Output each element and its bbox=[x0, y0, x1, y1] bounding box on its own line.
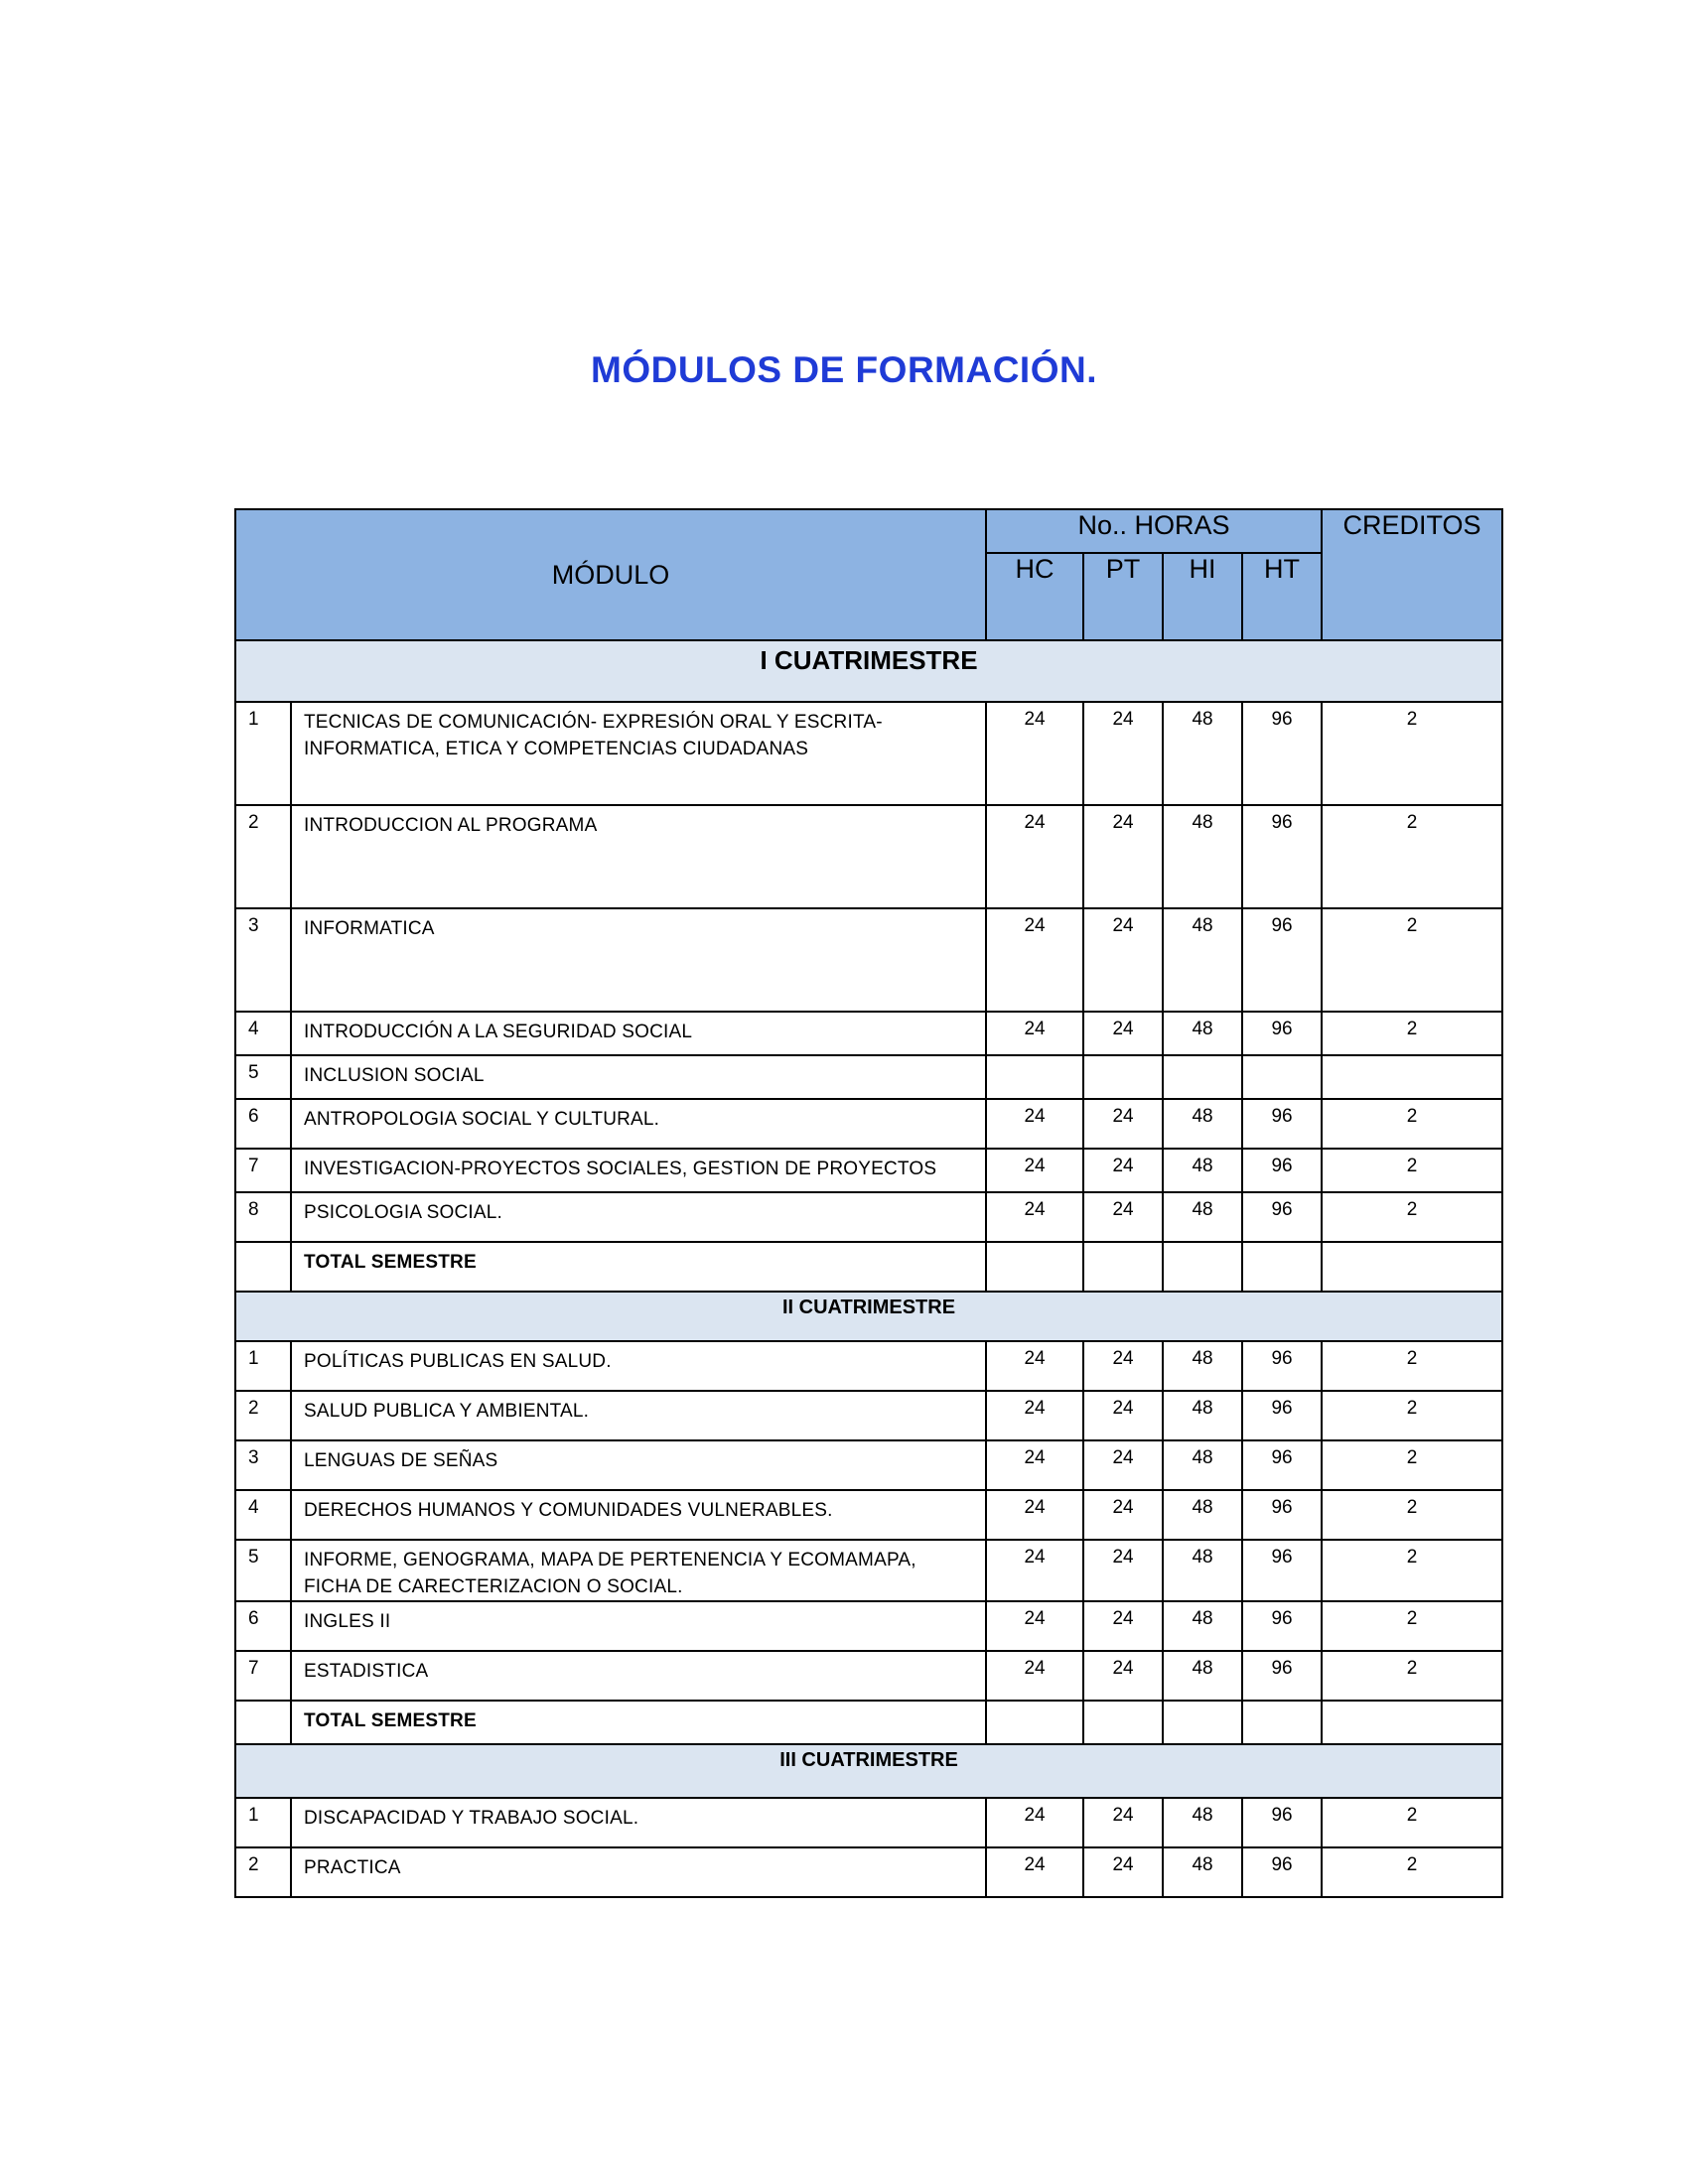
table-row bbox=[235, 1601, 1502, 1651]
ht-value: 96 bbox=[1242, 1540, 1322, 1601]
module-name: POLÍTICAS PUBLICAS EN SALUD. bbox=[291, 1341, 986, 1391]
module-name: INGLES II bbox=[291, 1601, 986, 1651]
total-row bbox=[235, 1242, 1502, 1292]
table-row bbox=[235, 1391, 1502, 1440]
row-number: 1 bbox=[235, 1798, 291, 1847]
hi-value: 48 bbox=[1163, 1391, 1242, 1440]
header-horas: No.. HORAS bbox=[986, 509, 1322, 553]
pt-value: 24 bbox=[1083, 1798, 1163, 1847]
credits-value: 2 bbox=[1322, 1012, 1502, 1055]
module-name: SALUD PUBLICA Y AMBIENTAL. bbox=[291, 1391, 986, 1440]
header-modulo: MÓDULO bbox=[235, 509, 986, 640]
ht-value: 96 bbox=[1242, 1192, 1322, 1242]
row-number: 4 bbox=[235, 1012, 291, 1055]
ht-value: 96 bbox=[1242, 908, 1322, 1012]
hi-value: 48 bbox=[1163, 1540, 1242, 1601]
module-name: INFORME, GENOGRAMA, MAPA DE PERTENENCIA Y ECOMAMAPA, FICHA DE CARECTERIZACION O SOCIAL. bbox=[291, 1540, 986, 1601]
ht-value: 96 bbox=[1242, 1490, 1322, 1540]
hc-value: 24 bbox=[986, 1341, 1083, 1391]
credits-value: 2 bbox=[1322, 1798, 1502, 1847]
hc-value: 24 bbox=[986, 1192, 1083, 1242]
credits-value bbox=[1322, 1055, 1502, 1099]
hc-value: 24 bbox=[986, 1440, 1083, 1490]
header-hi: HI bbox=[1163, 553, 1242, 640]
table-row bbox=[235, 1798, 1502, 1847]
row-number: 7 bbox=[235, 1149, 291, 1192]
credits-value: 2 bbox=[1322, 1192, 1502, 1242]
pt-value: 24 bbox=[1083, 1192, 1163, 1242]
ht-value: 96 bbox=[1242, 1099, 1322, 1149]
header-hc: HC bbox=[986, 553, 1083, 640]
row-number: 5 bbox=[235, 1540, 291, 1601]
module-name: DERECHOS HUMANOS Y COMUNIDADES VULNERABLES. bbox=[291, 1490, 986, 1540]
row-number bbox=[235, 1242, 291, 1292]
credits-value: 2 bbox=[1322, 702, 1502, 805]
ht-value: 96 bbox=[1242, 1391, 1322, 1440]
row-number: 2 bbox=[235, 1847, 291, 1897]
table-row bbox=[235, 908, 1502, 1012]
hi-value bbox=[1163, 1055, 1242, 1099]
table-row bbox=[235, 805, 1502, 908]
module-name: DISCAPACIDAD Y TRABAJO SOCIAL. bbox=[291, 1798, 986, 1847]
ht-value: 96 bbox=[1242, 1798, 1322, 1847]
header-ht: HT bbox=[1242, 553, 1322, 640]
row-number: 5 bbox=[235, 1055, 291, 1099]
pt-value: 24 bbox=[1083, 908, 1163, 1012]
hc-value: 24 bbox=[986, 1391, 1083, 1440]
pt-value: 24 bbox=[1083, 1149, 1163, 1192]
hi-value: 48 bbox=[1163, 805, 1242, 908]
pt-value: 24 bbox=[1083, 1341, 1163, 1391]
row-number: 3 bbox=[235, 1440, 291, 1490]
pt-value: 24 bbox=[1083, 1490, 1163, 1540]
table-row bbox=[235, 1490, 1502, 1540]
module-name: INTRODUCCION AL PROGRAMA bbox=[291, 805, 986, 908]
section-title: II CUATRIMESTRE bbox=[235, 1292, 1502, 1341]
hi-value: 48 bbox=[1163, 1099, 1242, 1149]
row-number: 1 bbox=[235, 1341, 291, 1391]
ht-value: 96 bbox=[1242, 1440, 1322, 1490]
row-number: 2 bbox=[235, 805, 291, 908]
table-row bbox=[235, 1149, 1502, 1192]
credits-value: 2 bbox=[1322, 1149, 1502, 1192]
header-pt: PT bbox=[1083, 553, 1163, 640]
pt-value: 24 bbox=[1083, 702, 1163, 805]
ht-value: 96 bbox=[1242, 1341, 1322, 1391]
hc-value: 24 bbox=[986, 1601, 1083, 1651]
hi-value: 48 bbox=[1163, 1192, 1242, 1242]
pt-value bbox=[1083, 1055, 1163, 1099]
credits-value: 2 bbox=[1322, 1651, 1502, 1701]
hi-value: 48 bbox=[1163, 1847, 1242, 1897]
section-row bbox=[235, 1744, 1502, 1798]
section-row bbox=[235, 1292, 1502, 1341]
modules-table bbox=[234, 508, 1503, 1898]
hi-value: 48 bbox=[1163, 1149, 1242, 1192]
row-number bbox=[235, 1701, 291, 1744]
hc-value bbox=[986, 1055, 1083, 1099]
row-number: 7 bbox=[235, 1651, 291, 1701]
ht-value: 96 bbox=[1242, 1012, 1322, 1055]
module-name: TECNICAS DE COMUNICACIÓN- EXPRESIÓN ORAL Y ESCRITA- INFORMATICA, ETICA Y COMPETENCIAS CIUDADANAS bbox=[291, 702, 986, 805]
pt-value: 24 bbox=[1083, 1847, 1163, 1897]
table-row bbox=[235, 1012, 1502, 1055]
header-creditos: CREDITOS bbox=[1322, 509, 1502, 640]
pt-value: 24 bbox=[1083, 1391, 1163, 1440]
hc-value: 24 bbox=[986, 1490, 1083, 1540]
total-row bbox=[235, 1701, 1502, 1744]
hi-value: 48 bbox=[1163, 908, 1242, 1012]
table-row bbox=[235, 1341, 1502, 1391]
pt-value: 24 bbox=[1083, 1601, 1163, 1651]
ht-value: 96 bbox=[1242, 1847, 1322, 1897]
table-row bbox=[235, 1055, 1502, 1099]
credits-value: 2 bbox=[1322, 1601, 1502, 1651]
credits-value: 2 bbox=[1322, 1341, 1502, 1391]
credits-value: 2 bbox=[1322, 1440, 1502, 1490]
pt-value: 24 bbox=[1083, 805, 1163, 908]
credits-value: 2 bbox=[1322, 908, 1502, 1012]
ht-value: 96 bbox=[1242, 1651, 1322, 1701]
table-row bbox=[235, 1651, 1502, 1701]
hc-value: 24 bbox=[986, 702, 1083, 805]
hi-value: 48 bbox=[1163, 1601, 1242, 1651]
hc-value: 24 bbox=[986, 1099, 1083, 1149]
pt-value: 24 bbox=[1083, 1440, 1163, 1490]
table-row bbox=[235, 1540, 1502, 1601]
pt-value: 24 bbox=[1083, 1651, 1163, 1701]
row-number: 3 bbox=[235, 908, 291, 1012]
hc-value: 24 bbox=[986, 1540, 1083, 1601]
credits-value: 2 bbox=[1322, 805, 1502, 908]
module-name: INFORMATICA bbox=[291, 908, 986, 1012]
hi-value: 48 bbox=[1163, 1798, 1242, 1847]
hi-value: 48 bbox=[1163, 1341, 1242, 1391]
hc-value: 24 bbox=[986, 1798, 1083, 1847]
hi-value: 48 bbox=[1163, 702, 1242, 805]
table-row bbox=[235, 1099, 1502, 1149]
ht-value: 96 bbox=[1242, 702, 1322, 805]
row-number: 6 bbox=[235, 1601, 291, 1651]
ht-value bbox=[1242, 1055, 1322, 1099]
pt-value: 24 bbox=[1083, 1012, 1163, 1055]
module-name: PSICOLOGIA SOCIAL. bbox=[291, 1192, 986, 1242]
row-number: 2 bbox=[235, 1391, 291, 1440]
hi-value: 48 bbox=[1163, 1490, 1242, 1540]
hc-value: 24 bbox=[986, 1012, 1083, 1055]
pt-value: 24 bbox=[1083, 1099, 1163, 1149]
credits-value: 2 bbox=[1322, 1540, 1502, 1601]
section-title: III CUATRIMESTRE bbox=[235, 1744, 1502, 1798]
ht-value: 96 bbox=[1242, 805, 1322, 908]
pt-value: 24 bbox=[1083, 1540, 1163, 1601]
section-title: I CUATRIMESTRE bbox=[235, 640, 1502, 702]
hi-value: 48 bbox=[1163, 1440, 1242, 1490]
row-number: 8 bbox=[235, 1192, 291, 1242]
table-row bbox=[235, 1440, 1502, 1490]
hc-value: 24 bbox=[986, 1149, 1083, 1192]
module-name: INCLUSION SOCIAL bbox=[291, 1055, 986, 1099]
ht-value: 96 bbox=[1242, 1601, 1322, 1651]
hc-value: 24 bbox=[986, 908, 1083, 1012]
module-name: INVESTIGACION-PROYECTOS SOCIALES, GESTION DE PROYECTOS bbox=[291, 1149, 986, 1192]
row-number: 6 bbox=[235, 1099, 291, 1149]
hi-value: 48 bbox=[1163, 1651, 1242, 1701]
hi-value: 48 bbox=[1163, 1012, 1242, 1055]
section-row bbox=[235, 640, 1502, 702]
module-name: ANTROPOLOGIA SOCIAL Y CULTURAL. bbox=[291, 1099, 986, 1149]
page-title: MÓDULOS DE FORMACIÓN. bbox=[591, 349, 1097, 390]
table-row bbox=[235, 702, 1502, 805]
table-row bbox=[235, 1847, 1502, 1897]
hc-value: 24 bbox=[986, 805, 1083, 908]
row-number: 4 bbox=[235, 1490, 291, 1540]
table-row bbox=[235, 1192, 1502, 1242]
module-name: PRACTICA bbox=[291, 1847, 986, 1897]
hc-value: 24 bbox=[986, 1651, 1083, 1701]
credits-value: 2 bbox=[1322, 1847, 1502, 1897]
ht-value: 96 bbox=[1242, 1149, 1322, 1192]
module-name: LENGUAS DE SEÑAS bbox=[291, 1440, 986, 1490]
module-name: INTRODUCCIÓN A LA SEGURIDAD SOCIAL bbox=[291, 1012, 986, 1055]
row-number: 1 bbox=[235, 702, 291, 805]
total-label: TOTAL SEMESTRE bbox=[291, 1701, 986, 1744]
hc-value: 24 bbox=[986, 1847, 1083, 1897]
table-header-row bbox=[235, 509, 1502, 553]
credits-value: 2 bbox=[1322, 1099, 1502, 1149]
total-label: TOTAL SEMESTRE bbox=[291, 1242, 986, 1292]
credits-value: 2 bbox=[1322, 1391, 1502, 1440]
credits-value: 2 bbox=[1322, 1490, 1502, 1540]
module-name: ESTADISTICA bbox=[291, 1651, 986, 1701]
